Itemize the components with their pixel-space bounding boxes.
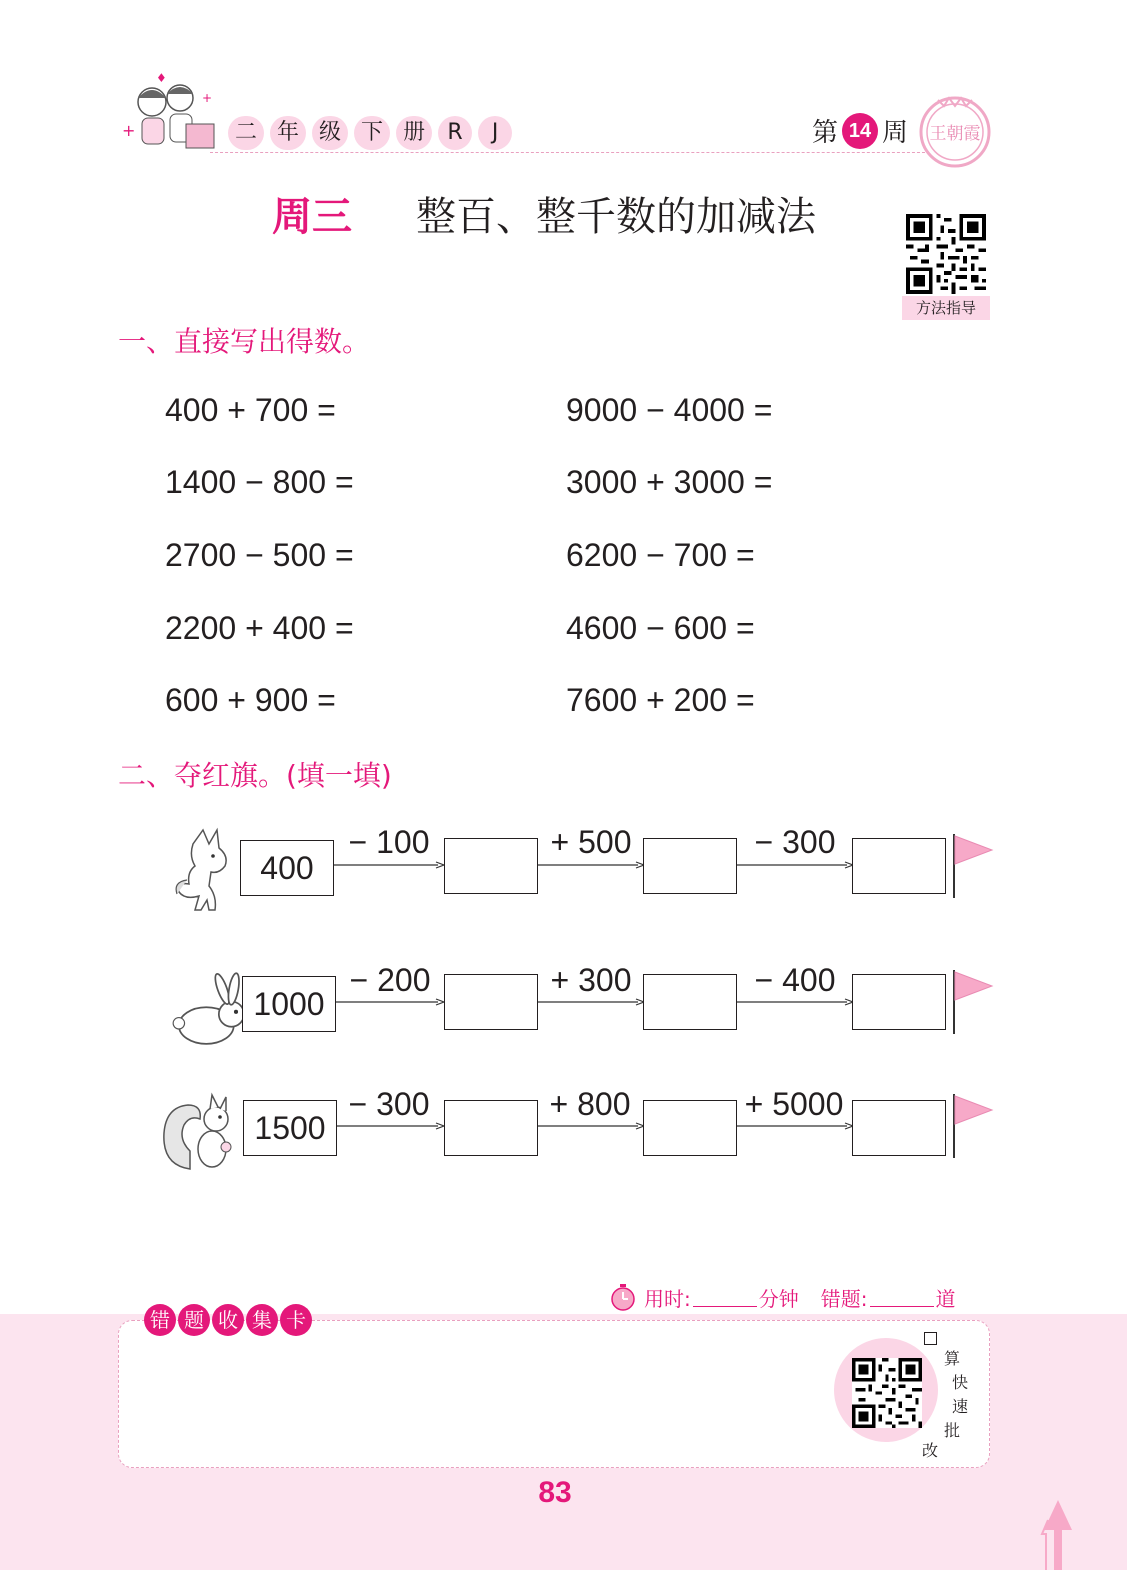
arrow-icon xyxy=(336,997,444,1007)
flag-chain-row xyxy=(0,960,1127,1070)
time-label: 用时: xyxy=(644,1286,691,1311)
operation-label: − 300 xyxy=(348,1086,430,1122)
page-number: 83 xyxy=(538,1476,572,1509)
start-number-box: 400 xyxy=(240,840,334,896)
section2-title: 二、夺红旗。(填一填) xyxy=(118,759,392,792)
page-title: 整百、整千数的加减法 xyxy=(416,194,816,240)
equation-left: 2200 + 400 = xyxy=(165,610,354,646)
qr-caption: 方法指导 xyxy=(902,296,990,320)
author-seal-icon xyxy=(916,92,994,170)
operation-label: − 200 xyxy=(349,962,431,998)
grade-chip: 下 xyxy=(354,116,390,150)
up-arrow-icon xyxy=(1040,1500,1076,1570)
equation-left: 1400 − 800 = xyxy=(165,464,354,500)
operation-label: − 100 xyxy=(348,824,430,860)
week-number-badge: 14 xyxy=(842,113,878,149)
answer-box[interactable] xyxy=(444,974,538,1030)
operation-label: + 300 xyxy=(550,962,632,998)
kids-illustration-icon xyxy=(116,72,221,162)
answer-box[interactable] xyxy=(444,838,538,894)
minutes-label: 分钟 xyxy=(758,1286,799,1311)
answer-box[interactable] xyxy=(852,974,946,1030)
vertical-text-char: 算 xyxy=(944,1349,961,1368)
start-number-box: 1000 xyxy=(242,976,336,1032)
red-flag-icon xyxy=(950,1094,996,1158)
qr-code-icon[interactable] xyxy=(906,214,986,294)
arrow-icon xyxy=(538,1121,644,1131)
equation-right: 3000 + 3000 = xyxy=(566,464,773,500)
equation-left: 400 + 700 = xyxy=(165,392,336,428)
stopwatch-icon xyxy=(608,1282,638,1312)
grade-chip: 册 xyxy=(396,116,432,150)
checkbox-icon[interactable] xyxy=(924,1332,937,1345)
week-suffix: 周 xyxy=(882,118,909,148)
week-label xyxy=(812,112,908,149)
seal-text: 王朝霞 xyxy=(929,124,981,144)
qr-code-icon[interactable] xyxy=(852,1358,922,1428)
arrow-icon xyxy=(538,860,644,870)
answer-box[interactable] xyxy=(852,1100,946,1156)
svg-text:+: + xyxy=(202,91,213,105)
card-title-char: 集 xyxy=(246,1304,278,1336)
card-title-char: 错 xyxy=(144,1304,176,1336)
error-card-title xyxy=(144,1304,312,1336)
section1-title: 一、直接写出得数。 xyxy=(118,325,371,358)
arrow-icon xyxy=(737,860,853,870)
arrow-icon xyxy=(538,997,644,1007)
errors-label: 错题: xyxy=(820,1286,868,1311)
header-divider xyxy=(210,152,930,153)
rabbit-icon xyxy=(172,968,252,1058)
vertical-text-char: 批 xyxy=(944,1421,961,1440)
equation-right: 4600 − 600 = xyxy=(566,610,755,646)
grade-chip: 二 xyxy=(228,116,264,150)
answer-box[interactable] xyxy=(643,838,737,894)
operation-label: + 5000 xyxy=(744,1086,844,1122)
page-title-day: 周三 xyxy=(272,194,352,240)
grade-chip: J xyxy=(478,116,512,150)
card-title-char: 卡 xyxy=(280,1304,312,1336)
equation-right: 9000 − 4000 = xyxy=(566,392,773,428)
svg-text:+: + xyxy=(122,121,136,140)
equation-right: 6200 − 700 = xyxy=(566,537,755,573)
operation-label: − 300 xyxy=(754,824,836,860)
svg-text:♦: ♦ xyxy=(156,72,167,85)
equation-right: 7600 + 200 = xyxy=(566,682,755,718)
operation-label: + 800 xyxy=(549,1086,631,1122)
red-flag-icon xyxy=(950,834,996,898)
arrow-icon xyxy=(334,860,444,870)
answer-box[interactable] xyxy=(643,1100,737,1156)
grade-chip: 级 xyxy=(312,116,348,150)
arrow-icon xyxy=(737,1121,853,1131)
squirrel-icon xyxy=(160,1086,240,1176)
time-record xyxy=(608,1282,956,1312)
grade-chip: 年 xyxy=(270,116,306,150)
operation-label: + 500 xyxy=(550,824,632,860)
fox-icon xyxy=(168,824,248,914)
week-prefix: 第 xyxy=(812,118,839,148)
equation-left: 2700 − 500 = xyxy=(165,537,354,573)
answer-box[interactable] xyxy=(852,838,946,894)
equation-left: 600 + 900 = xyxy=(165,682,336,718)
answer-box[interactable] xyxy=(444,1100,538,1156)
errors-unit: 道 xyxy=(935,1286,956,1311)
card-title-char: 收 xyxy=(212,1304,244,1336)
grade-label xyxy=(228,116,512,150)
minutes-blank[interactable] xyxy=(693,1287,757,1307)
vertical-text-char: 改 xyxy=(922,1441,939,1460)
start-number-box: 1500 xyxy=(243,1100,337,1156)
arrow-icon xyxy=(337,1121,444,1131)
errors-blank[interactable] xyxy=(870,1287,934,1307)
red-flag-icon xyxy=(950,970,996,1034)
arrow-icon xyxy=(737,997,853,1007)
grade-chip: R xyxy=(438,116,472,150)
vertical-text-char: 速 xyxy=(952,1397,969,1416)
vertical-text-char: 快 xyxy=(952,1373,969,1392)
operation-label: − 400 xyxy=(754,962,836,998)
flag-chain-row xyxy=(0,822,1127,932)
card-title-char: 题 xyxy=(178,1304,210,1336)
answer-box[interactable] xyxy=(643,974,737,1030)
flag-chain-row xyxy=(0,1086,1127,1196)
